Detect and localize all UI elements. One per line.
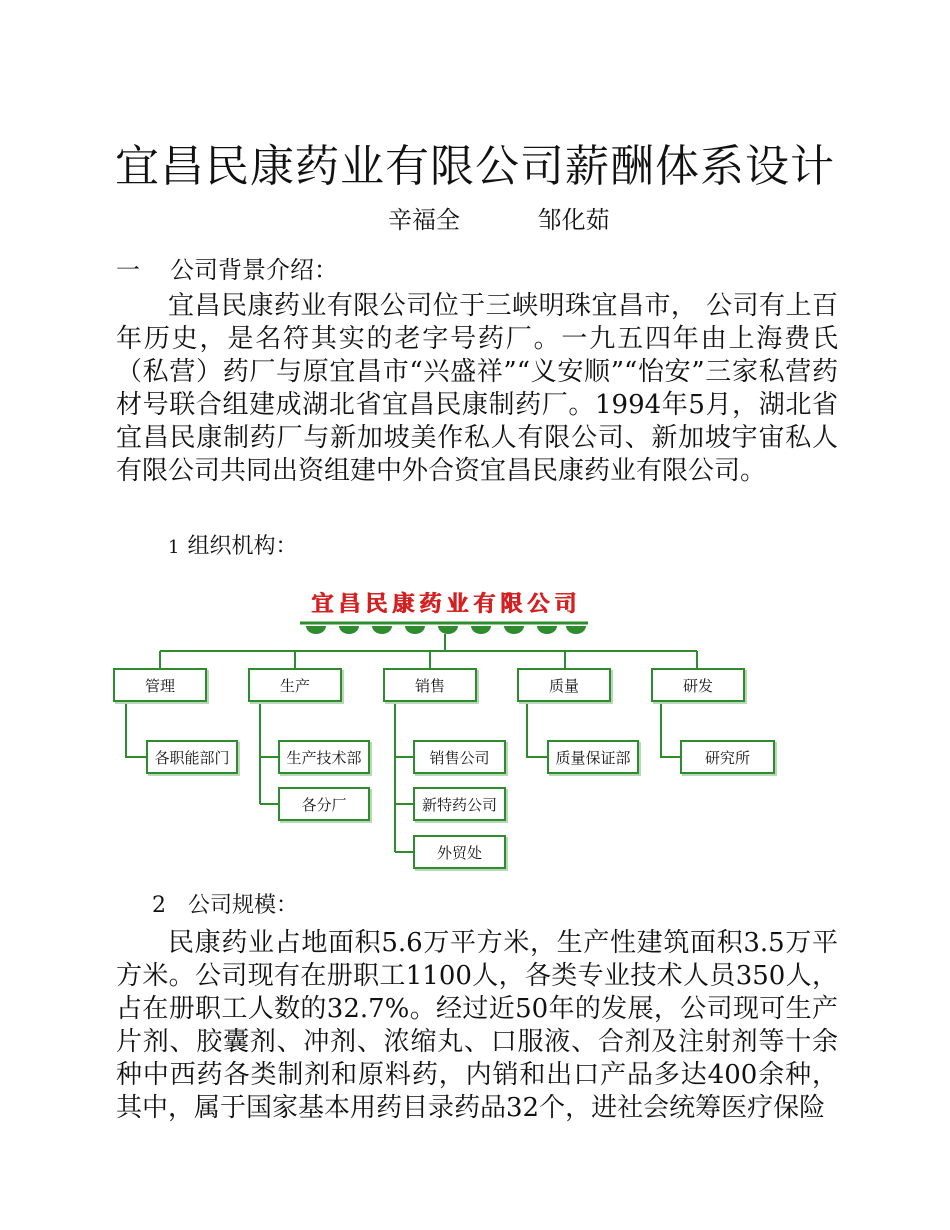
subsection-number: 1 xyxy=(168,537,180,558)
dept-box-production: 生产 xyxy=(248,668,342,702)
subsection-heading-1 xyxy=(168,529,297,560)
dept-box-sales: 销售 xyxy=(383,668,477,702)
subsection-number: 2 xyxy=(152,893,166,918)
sub-box-research-institute: 研究所 xyxy=(680,740,775,774)
author-1: 辛福全 xyxy=(388,206,460,234)
section-number: 一 xyxy=(116,256,140,284)
subsection-heading-2 xyxy=(152,888,298,919)
sub-box-new-drug-company: 新特药公司 xyxy=(413,787,506,821)
section-heading-1 xyxy=(116,250,338,285)
sub-box-functional-depts: 各职能部门 xyxy=(146,740,238,774)
document-title: 宜昌民康药业有限公司薪酬体系设计 xyxy=(115,141,835,192)
org-chart-root: 宜昌民康药业有限公司 xyxy=(310,592,581,617)
paragraph-background: 宜昌民康药业有限公司位于三峡明珠宜昌市， 公司有上百年历史，是名符其实的老字号药厂。一九五四年由上海费氏（私营）药厂与原宜昌市“兴盛祥”“义安顺”“怡安”三家私营药材号联合组建成湖北省宜昌民康制药厂。1994年5月，湖北省宜昌民康制药厂与新加坡美作私人有限公司、新加坡宇宙私人有限公司共同出资组建中外合资宜昌民康药业有限公司。 xyxy=(116,291,838,486)
paragraph-scale: 民康药业占地面积5.6万平方米，生产性建筑面积3.5万平方米。公司现有在册职工1100人，各类专业技术人员350人，占在册职工人数的32.7%。经过近50年的发展，公司现可生产片剂、胶囊剂、冲剂、浓缩丸、口服液、合剂及注射剂等十余种中西药各类制剂和原料药，内销和出口产品多达400余种，其中，属于国家基本用药目录药品32个，进社会统筹医疗保险 xyxy=(116,928,838,1123)
dept-box-rnd: 研发 xyxy=(651,668,745,702)
section-label: 公司背景介绍： xyxy=(170,256,338,284)
sub-box-foreign-trade: 外贸处 xyxy=(413,835,506,869)
author-2: 邹化茹 xyxy=(537,206,610,234)
dept-box-quality: 质量 xyxy=(517,668,611,702)
sub-box-quality-assurance: 质量保证部 xyxy=(547,740,639,774)
dept-box-management: 管理 xyxy=(113,668,207,702)
sub-box-sales-company: 销售公司 xyxy=(413,740,506,774)
sub-box-production-tech: 生产技术部 xyxy=(278,740,370,774)
authors xyxy=(388,200,610,235)
subsection-label: 组织机构： xyxy=(187,534,298,559)
banner-dots xyxy=(306,626,586,634)
subsection-label: 公司规模： xyxy=(188,893,299,918)
sub-box-branch-factories: 各分厂 xyxy=(278,787,370,821)
